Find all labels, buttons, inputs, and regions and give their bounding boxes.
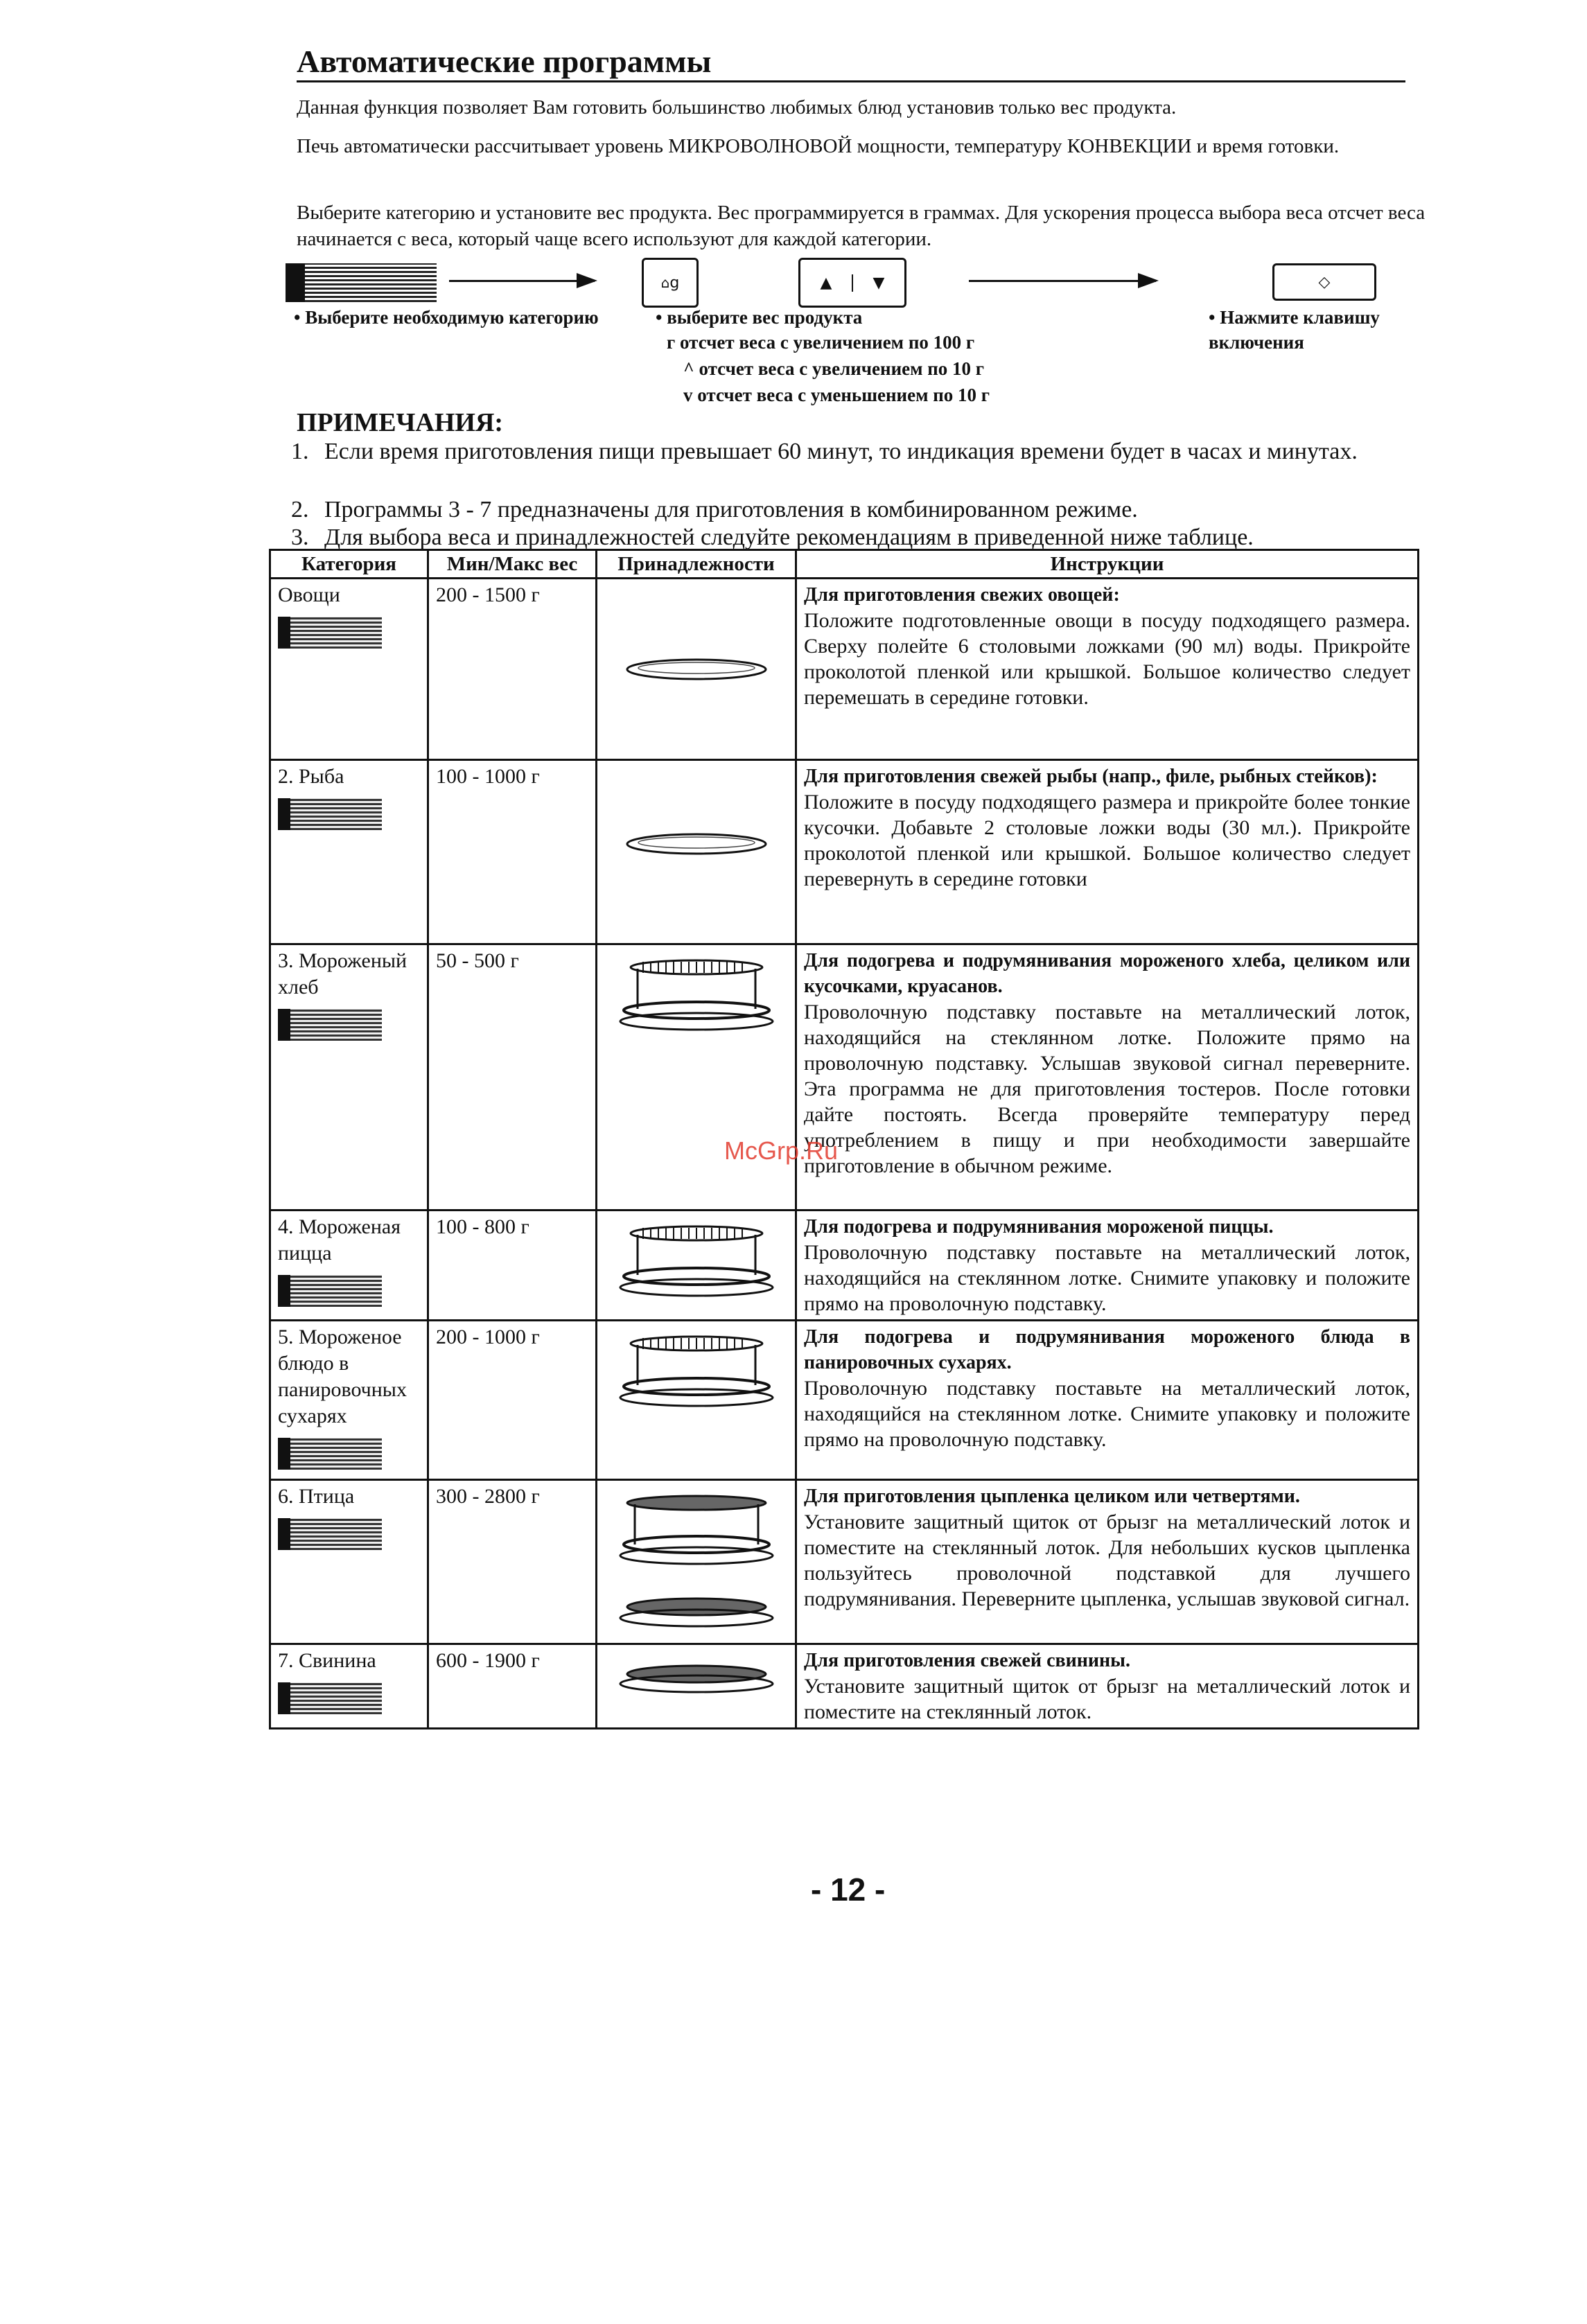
accessory-cell (597, 1211, 796, 1321)
instructions-heading: Для приготовления свежей рыбы (напр., филе, рыбных стейков): (804, 766, 1378, 787)
category-panel-icon (278, 1275, 382, 1307)
instructions-cell (796, 1211, 1419, 1321)
instructions-heading: Для подогрева и подрумянивания мороженой пиццы. (804, 1216, 1274, 1238)
category-panel-icon (278, 617, 382, 649)
category-name: 7. Свинина (278, 1649, 376, 1672)
category-panel-icon (278, 1009, 382, 1041)
instructions-text: Установите защитный щиток от брызг на металлический лоток и поместите на стеклянный лоток. Для небольших кусков цыпленка пользуйтесь проволочной подставкой для лучшего подрумянивания. Переверните цыпленка, услышав звуковой сигнал. (804, 1511, 1410, 1610)
category-name: 5. Мороженое блюдо в панировочных сухарях (278, 1326, 407, 1427)
glass-tray-icon (604, 582, 788, 692)
header-category: Категория (270, 550, 428, 579)
category-name: Овощи (278, 583, 340, 606)
weight-cell: 200 - 1500 г (428, 579, 597, 760)
weight-key-label: g (669, 274, 680, 292)
rack-and-shield-icon (604, 1484, 788, 1640)
accessory-cell (597, 944, 796, 1211)
weight-cell: 200 - 1000 г (428, 1321, 597, 1480)
instructions-cell (796, 1321, 1419, 1480)
step-select-weight: • выберите вес продукта (656, 307, 863, 328)
instructions-text: Проволочную подставку поставьте на металлический лоток, находящийся на стеклянном лотке. Снимите упаковку и положите прямо на проволочную подставку. (804, 1377, 1410, 1451)
instructions-cell (796, 944, 1419, 1211)
category-cell (270, 1211, 428, 1321)
intro-paragraph-3: Выберите категорию и установите вес продукта. Вес программируется в граммах. Для ускорения процесса выбора веса отсчет веса начинается с веса, который чаще всего используют для каждой категории. (297, 202, 1426, 250)
step-select-category: • Выберите необходимую категорию (294, 307, 599, 328)
step-press-start: • Нажмите клавишу включения (1209, 307, 1380, 353)
instructions-cell (796, 579, 1419, 760)
start-key-icon (1272, 263, 1376, 301)
watermark: McGrp.Ru (724, 1136, 839, 1165)
note-text: Для выбора веса и принадлежностей следуйте рекомендациям в приведенной ниже таблице. (324, 525, 1254, 550)
note-text: Если время приготовления пищи превышает 60 минут, то индикация времени будет в часах и минутах. (324, 439, 1358, 464)
instructions-cell (796, 1480, 1419, 1644)
note-number: 2. (291, 497, 309, 522)
weight-cell: 100 - 1000 г (428, 760, 597, 944)
step-weight-item: ^ отсчет веса с увеличением по 10 г (683, 358, 985, 379)
table-header-row (270, 550, 1419, 579)
category-cell (270, 1480, 428, 1644)
instructions-text: Положите подготовленные овощи в посуду подходящего размера. Сверху полейте 6 столовыми ложками (90 мл) воды. Прикройте проколотой пленкой или крышкой. Большое количество следует перемешать в середине готовки. (804, 609, 1410, 709)
intro-paragraph-1: Данная функция позволяет Вам готовить большинство любимых блюд установив только вес продукта. (297, 96, 1177, 118)
page-number: - 12 - (811, 1872, 886, 1908)
instructions-text: Установите защитный щиток от брызг на металлический лоток и поместите на стеклянный лоток. (804, 1675, 1410, 1723)
weight-cell: 50 - 500 г (428, 944, 597, 1211)
programs-table (269, 549, 1419, 1729)
start-key-label: ◇ (1318, 273, 1331, 291)
note-number: 1. (291, 439, 309, 464)
instructions-heading: Для приготовления свежих овощей: (804, 584, 1120, 606)
weight-cell: 100 - 800 г (428, 1211, 597, 1321)
note-text: Программы 3 - 7 предназначены для приготовления в комбинированном режиме. (324, 497, 1138, 522)
accessory-cell (597, 1480, 796, 1644)
arrow-icon (969, 280, 1156, 282)
instructions-heading: Для подогрева и подрумянивания мороженого хлеба, целиком или кусочками, круасанов. (804, 950, 1410, 997)
category-cell (270, 579, 428, 760)
notes-title: ПРИМЕЧАНИЯ: (297, 408, 504, 437)
instructions-heading: Для подогрева и подрумянивания мороженого блюда в панировочных сухарях. (804, 1326, 1410, 1373)
intro-paragraph-2: Печь автоматически рассчитывает уровень МИКРОВОЛНОВОЙ мощности, температуру КОНВЕКЦИИ и время готовки. (297, 135, 1340, 157)
instructions-cell (796, 760, 1419, 944)
weight-cell: 600 - 1900 г (428, 1644, 597, 1729)
category-panel-icon (286, 263, 437, 302)
weight-key-icon: ⌂ g (642, 258, 699, 308)
page-title: Автоматические программы (297, 43, 1405, 82)
shield-icon (604, 1648, 788, 1707)
table-row (270, 944, 1419, 1211)
table-row (270, 760, 1419, 944)
category-cell (270, 1321, 428, 1480)
category-name: 3. Мороженый хлеб (278, 949, 407, 998)
wire-rack-icon (604, 1324, 788, 1418)
instructions-text: Проволочную подставку поставьте на металлический лоток, находящийся на стеклянном лотке. Снимите упаковку и положите прямо на проволочную подставку. (804, 1241, 1410, 1315)
note-number: 3. (291, 525, 309, 550)
category-name: 4. Мороженая пицца (278, 1215, 401, 1265)
step-weight-item: г отсчет веса с увеличением по 100 г (667, 332, 975, 353)
wire-rack-icon (604, 1214, 788, 1308)
accessory-cell (597, 1321, 796, 1480)
table-row (270, 1644, 1419, 1729)
weight-cell: 300 - 2800 г (428, 1480, 597, 1644)
note-item (291, 524, 1441, 552)
accessory-cell (597, 760, 796, 944)
category-panel-icon (278, 798, 382, 830)
table-row (270, 1321, 1419, 1480)
category-panel-icon (278, 1438, 382, 1470)
table-row (270, 1211, 1419, 1321)
instructions-cell (796, 1644, 1419, 1729)
header-weight: Мин/Макс вес (428, 550, 597, 579)
table-row (270, 579, 1419, 760)
header-instructions: Инструкции (796, 550, 1419, 579)
category-cell (270, 1644, 428, 1729)
instructions-text: Положите в посуду подходящего размера и прикройте более тонкие кусочки. Добавьте 2 столовые ложки воды (30 мл.). Прикройте проколотой пленкой или крышкой. Большое количество следует перевернуть в середине готовки (804, 791, 1410, 890)
category-panel-icon (278, 1682, 382, 1714)
down-key-label: ▼ (873, 274, 885, 292)
category-panel-icon (278, 1518, 382, 1550)
header-accessories: Принадлежности (597, 550, 796, 579)
instructions-heading: Для приготовления цыпленка целиком или четвертями. (804, 1486, 1300, 1507)
category-cell (270, 944, 428, 1211)
accessory-cell (597, 1644, 796, 1729)
category-name: 2. Рыба (278, 765, 344, 788)
glass-tray-icon (604, 764, 788, 866)
table-row (270, 1480, 1419, 1644)
category-name: 6. Птица (278, 1485, 355, 1508)
wire-rack-icon (604, 948, 788, 1042)
note-item (291, 496, 1441, 524)
instructions-heading: Для приготовления свежей свинины. (804, 1650, 1131, 1671)
note-item (291, 438, 1441, 466)
category-cell (270, 760, 428, 944)
instructions-text: Проволочную подставку поставьте на металлический лоток, находящийся на стеклянном лотке. Положите прямо на проволочную подставку. Услышав звуковой сигнал переверните. Эта программа не для приготовления тостеров. После готовки дайте постоять. Всегда проверяйте температуру перед употреблением в пищу и при необходимости завершайте приготовление в обычном режиме. (804, 1001, 1410, 1177)
arrow-icon (449, 280, 595, 282)
accessory-cell (597, 579, 796, 760)
up-key-label: ▲ (800, 274, 853, 292)
step-weight-item: v отсчет веса с уменьшением по 10 г (683, 385, 990, 405)
up-down-keys-icon (798, 258, 906, 308)
